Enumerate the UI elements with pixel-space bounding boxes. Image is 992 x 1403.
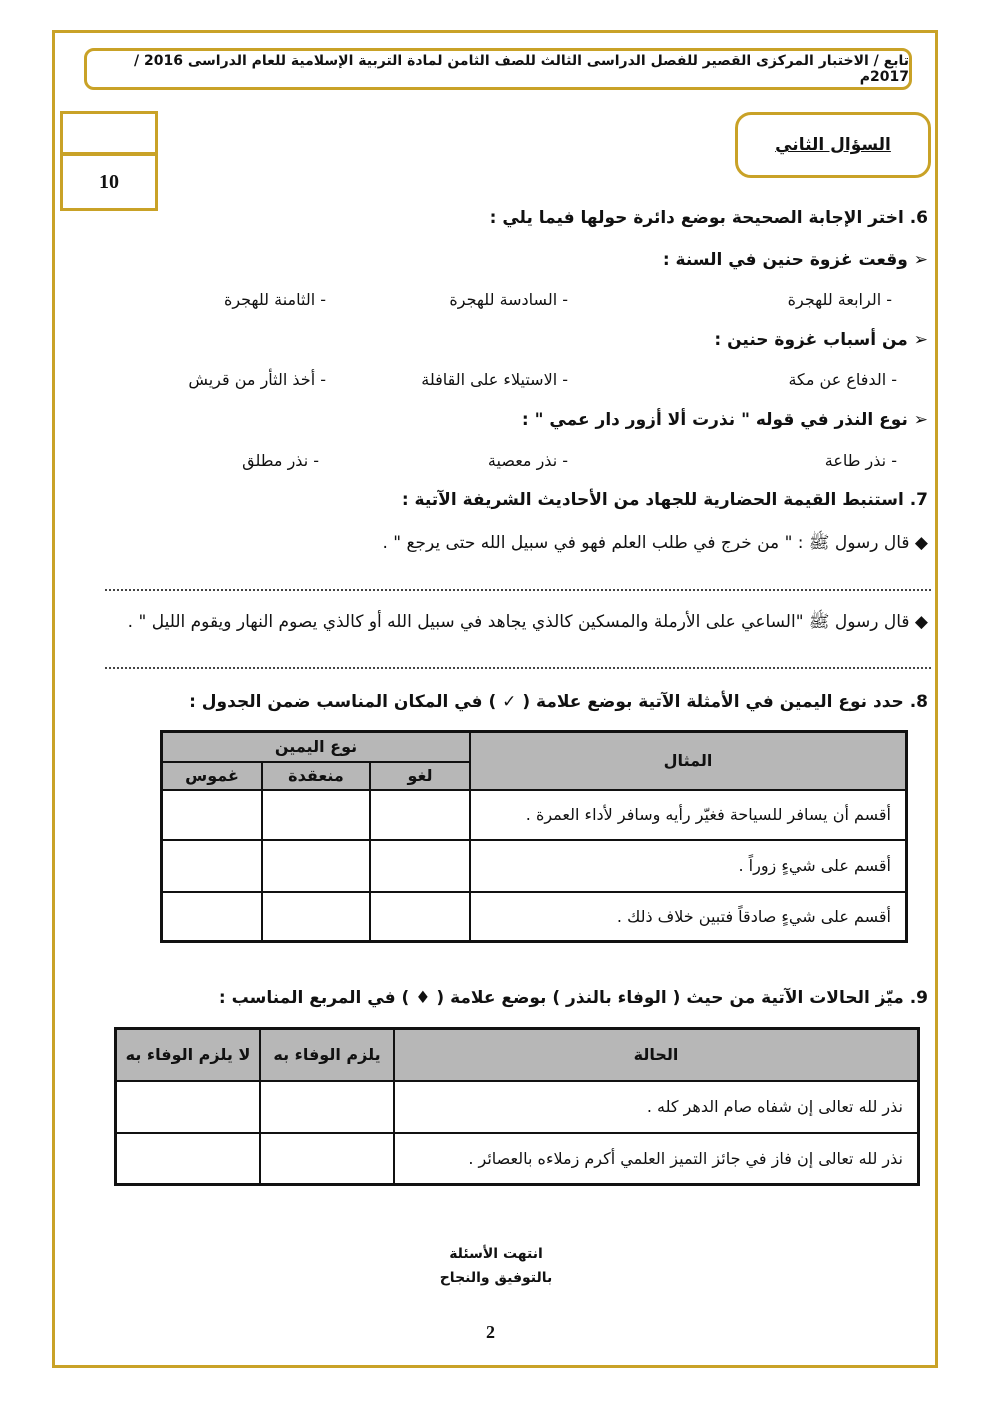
score-total: 10	[99, 170, 119, 193]
table-row	[162, 892, 907, 942]
section-title-box	[735, 112, 931, 178]
footer-good-luck: بالتوفيق والنجاح	[439, 1270, 553, 1286]
q8-row3-laghw-cell[interactable]	[370, 892, 470, 942]
q6-item1-option-b[interactable]: - السادسة للهجرة	[449, 290, 568, 309]
q8-row1-munaqida-cell[interactable]	[262, 790, 370, 840]
q6-item2-option-a[interactable]: - الدفاع عن مكة	[788, 370, 897, 389]
q9-row1-must-cell[interactable]	[260, 1081, 394, 1133]
footer-end-note: انتهت الأسئلة	[449, 1246, 543, 1262]
q6-item1-stem: ➢ وقعت غزوة حنين في السنة :	[662, 250, 928, 270]
q8-col-example: المثال	[470, 732, 907, 790]
q9-col-case: الحالة	[394, 1029, 919, 1081]
q6-item3-option-b[interactable]: - نذر معصية	[487, 451, 568, 470]
q8-row3-example: أقسم على شيءٍ صادقاً فتبين خلاف ذلك .	[470, 892, 907, 942]
q6-instruction: 6. اختر الإجابة الصحيحة بوضع دائرة حولها فيما يلي :	[489, 208, 928, 228]
q6-item2-stem: ➢ من أسباب غزوة حنين :	[714, 330, 928, 350]
page-number: 2	[486, 1322, 495, 1342]
q8-row1-ghamus-cell[interactable]	[162, 790, 263, 840]
q8-row1-example: أقسم أن يسافر للسياحة فغيّر رأيه وسافر لأداء العمرة .	[470, 790, 907, 840]
q6-item1-option-a[interactable]: - الرابعة للهجرة	[787, 290, 892, 309]
q8-col-ghamus: غموس	[162, 762, 263, 790]
q7-answer-line-2[interactable]	[105, 667, 931, 669]
table-row	[162, 790, 907, 840]
q8-row2-laghw-cell[interactable]	[370, 840, 470, 892]
q8-col-munaqida: منعقدة	[262, 762, 370, 790]
section-title: السؤال الثاني	[775, 135, 891, 155]
q6-item1-option-c[interactable]: - الثامنة للهجرة	[223, 290, 326, 309]
exam-header	[84, 48, 912, 90]
q8-col-oath-type: نوع اليمين	[162, 732, 471, 762]
q7-answer-line-1[interactable]	[105, 589, 931, 591]
q7-hadith-2: ◆ قال رسول ﷺ "الساعي على الأرملة والمسكين كالذي يجاهد في سبيل الله أو كالذي يصوم النهار ويقوم الليل " .	[127, 612, 928, 632]
q8-oath-table	[160, 730, 908, 943]
table-row	[116, 1133, 919, 1185]
q8-row2-example: أقسم على شيءٍ زوراً .	[470, 840, 907, 892]
q9-col-not-must-fulfil: لا يلزم الوفاء به	[116, 1029, 261, 1081]
q7-instruction: 7. استنبط القيمة الحضارية للجهاد من الأحاديث الشريفة الآتية :	[401, 490, 928, 510]
q9-col-must-fulfil: يلزم الوفاء به	[260, 1029, 394, 1081]
q7-hadith-1: ◆ قال رسول ﷺ : " من خرج في طلب العلم فهو في سبيل الله حتى يرجع " .	[382, 533, 928, 553]
q9-vow-table	[114, 1027, 920, 1186]
q6-item2-option-c[interactable]: - أخذ الثأر من قريش	[188, 370, 326, 389]
table-row	[116, 1081, 919, 1133]
q8-row2-munaqida-cell[interactable]	[262, 840, 370, 892]
q9-row1-not-must-cell[interactable]	[116, 1081, 261, 1133]
q8-instruction: 8. حدد نوع اليمين في الأمثلة الآتية بوضع علامة ( ✓ ) في المكان المناسب ضمن الجدول :	[189, 692, 928, 712]
q8-row1-laghw-cell[interactable]	[370, 790, 470, 840]
q6-item2-option-b[interactable]: - الاستيلاء على القافلة	[421, 370, 568, 389]
exam-header-text: تابع / الاختبار المركزى القصير للفصل الدراسى الثالث للصف الثامن لمادة التربية الإسلامية للعام الدراسى 2016 / 2017م	[134, 53, 909, 85]
q6-item3-option-c[interactable]: - نذر مطلق	[242, 451, 319, 470]
q9-row1-case: نذر لله تعالى إن شفاه صام الدهر كله .	[394, 1081, 919, 1133]
q9-row2-must-cell[interactable]	[260, 1133, 394, 1185]
q9-instruction: 9. ميّز الحالات الآتية من حيث ( الوفاء بالنذر ) بوضع علامة ( ♦ ) في المربع المناسب :	[218, 988, 928, 1008]
score-obtained-box	[60, 111, 158, 155]
q9-row2-not-must-cell[interactable]	[116, 1133, 261, 1185]
q6-item3-stem: ➢ نوع النذر في قوله " نذرت ألا أزور دار عمي " :	[521, 410, 928, 430]
q8-col-laghw: لغو	[370, 762, 470, 790]
q9-row2-case: نذر لله تعالى إن فاز في جائز التميز العلمي أكرم زملاءه بالعصائر .	[394, 1133, 919, 1185]
q8-row3-ghamus-cell[interactable]	[162, 892, 263, 942]
score-total-box	[60, 153, 158, 211]
table-row	[162, 840, 907, 892]
q6-item3-option-a[interactable]: - نذر طاعة	[824, 451, 897, 470]
q8-row2-ghamus-cell[interactable]	[162, 840, 263, 892]
q8-row3-munaqida-cell[interactable]	[262, 892, 370, 942]
